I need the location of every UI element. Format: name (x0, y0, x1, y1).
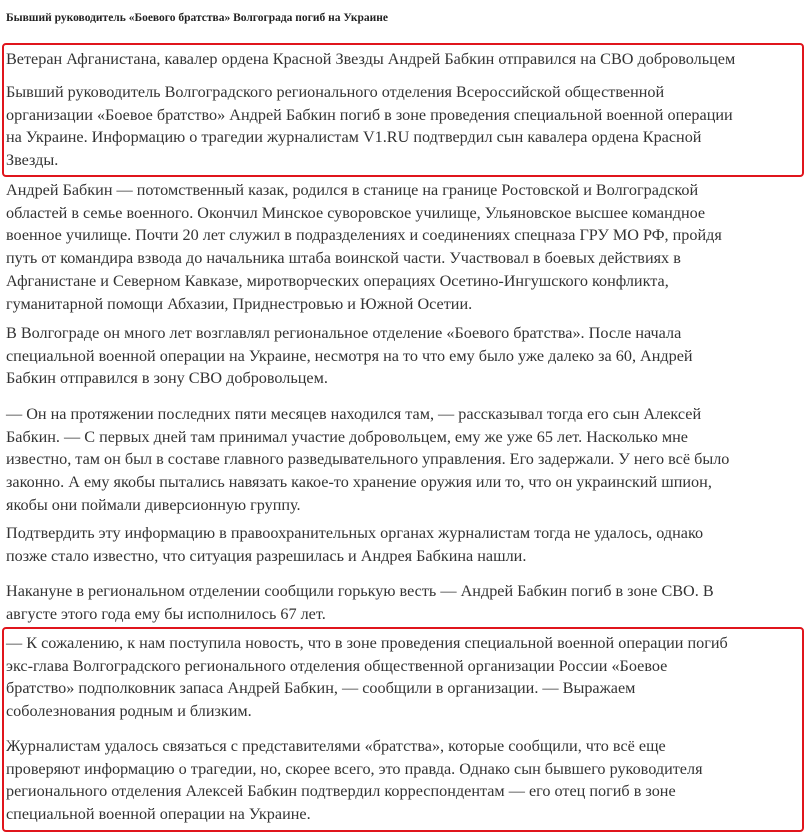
article-paragraph (6, 580, 804, 625)
paragraph-line: Подтвердить эту информацию в правоохранительных органах журналистам тогда не удалось, однако (6, 524, 704, 542)
article-paragraph (6, 632, 804, 723)
article-paragraph (6, 179, 804, 315)
lead-line: Ветеран Афганистана, кавалер ордена Красной Звезды Андрей Бабкин отправился на СВО добровольцем (6, 50, 736, 68)
paragraph-line: проверяют информацию о трагедии, но, скорее всего, это правда. Однако сын бывшего руководителя (6, 759, 703, 778)
article-paragraph (6, 735, 804, 826)
paragraph-line: путь от командира взвода до начальника штаба воинской части. Участвовал в боевых действиях в (6, 249, 681, 268)
article-paragraph (6, 522, 804, 567)
article-lead (6, 48, 804, 71)
paragraph-line: позже стало известно, что ситуация разрешилась и Андрея Бабкина нашли. (6, 546, 527, 565)
paragraph-line: якобы они поймали диверсионную группу. (6, 495, 301, 514)
paragraph-line: известно, там он был в составе главного разведывательного управления. Его задержали. У него всё было (6, 450, 730, 469)
paragraph-line: регионального отделения Алексей Бабкин подтвердил корреспондентам — его отец погиб в зоне (6, 782, 676, 801)
paragraph-line: специальной военной операции на Украине, несмотря на то что ему было уже далеко за 60, Андрей (6, 346, 693, 365)
paragraph-line: соболезнования родным и близким. (6, 702, 252, 721)
article-paragraph (6, 81, 804, 172)
paragraph-line: на Украине. Информацию о трагедии журналистам V1.RU подтвердил сын кавалера ордена Красной (6, 128, 702, 147)
paragraph-line: Журналистам удалось связаться с представителями «братства», которые сообщили, что всё еще (6, 737, 666, 755)
paragraph-line: организации «Боевое братство» Андрей Бабкин погиб в зоне проведения специальной военной операции (6, 105, 733, 124)
paragraph-line: Накануне в региональном отделении сообщили горькую весть — Андрей Бабкин погиб в зоне СВО. В (6, 582, 714, 600)
paragraph-line: военное училище. Почти 20 лет служил в подразделениях и соединениях спецназа ГРУ МО РФ, пройдя (6, 226, 722, 245)
article-headline: Бывший руководитель «Боевого братства» Волгограда погиб на Украине (6, 12, 389, 24)
paragraph-line: экс-глава Волгоградского регионального отделения общественной организации России «Боевое (6, 656, 668, 675)
paragraph-line: августе этого года ему бы исполнилось 67 лет. (6, 604, 326, 623)
paragraph-line: Звезды. (6, 151, 59, 170)
paragraph-line: гуманитарной помощи Абхазии, Приднестровью и Южной Осетии. (6, 294, 473, 313)
paragraph-line: законно. А ему якобы пытались навязать какое-то хранение оружия или то, что он украинский шпион, (6, 473, 712, 492)
article-paragraph (6, 403, 804, 517)
paragraph-line: В Волгограде он много лет возглавлял региональное отделение «Боевого братства». После начала (6, 324, 682, 342)
paragraph-line: Андрей Бабкин — потомственный казак, родился в станице на границе Ростовской и Волгоградской (6, 181, 699, 199)
paragraph-line: Бабкин. — С первых дней там принимал участие добровольцем, ему же уже 65 лет. Насколько мне (6, 427, 688, 446)
paragraph-line: Афганистане и Северном Кавказе, миротворческих операциях Осетино-Ингушского конфликта, (6, 271, 669, 290)
paragraph-line: братство» подполковник запаса Андрей Бабкин, — сообщили в организации. — Выражаем (6, 679, 636, 698)
paragraph-line: областей в семье военного. Окончил Минское суворовское училище, Ульяновское высшее командное (6, 203, 706, 222)
paragraph-line: Бабкин отправился в зону СВО добровольцем. (6, 369, 328, 388)
paragraph-line: специальной военной операции на Украине. (6, 805, 311, 824)
article-paragraph (6, 322, 804, 390)
paragraph-line: — Он на протяжении последних пяти месяцев находился там, — рассказывал тогда его сын Алексей (6, 405, 702, 423)
paragraph-line: — К сожалению, к нам поступила новость, что в зоне проведения специальной военной операции погиб (6, 634, 728, 652)
paragraph-line: Бывший руководитель Волгоградского регионального отделения Всероссийской общественной (6, 83, 665, 101)
